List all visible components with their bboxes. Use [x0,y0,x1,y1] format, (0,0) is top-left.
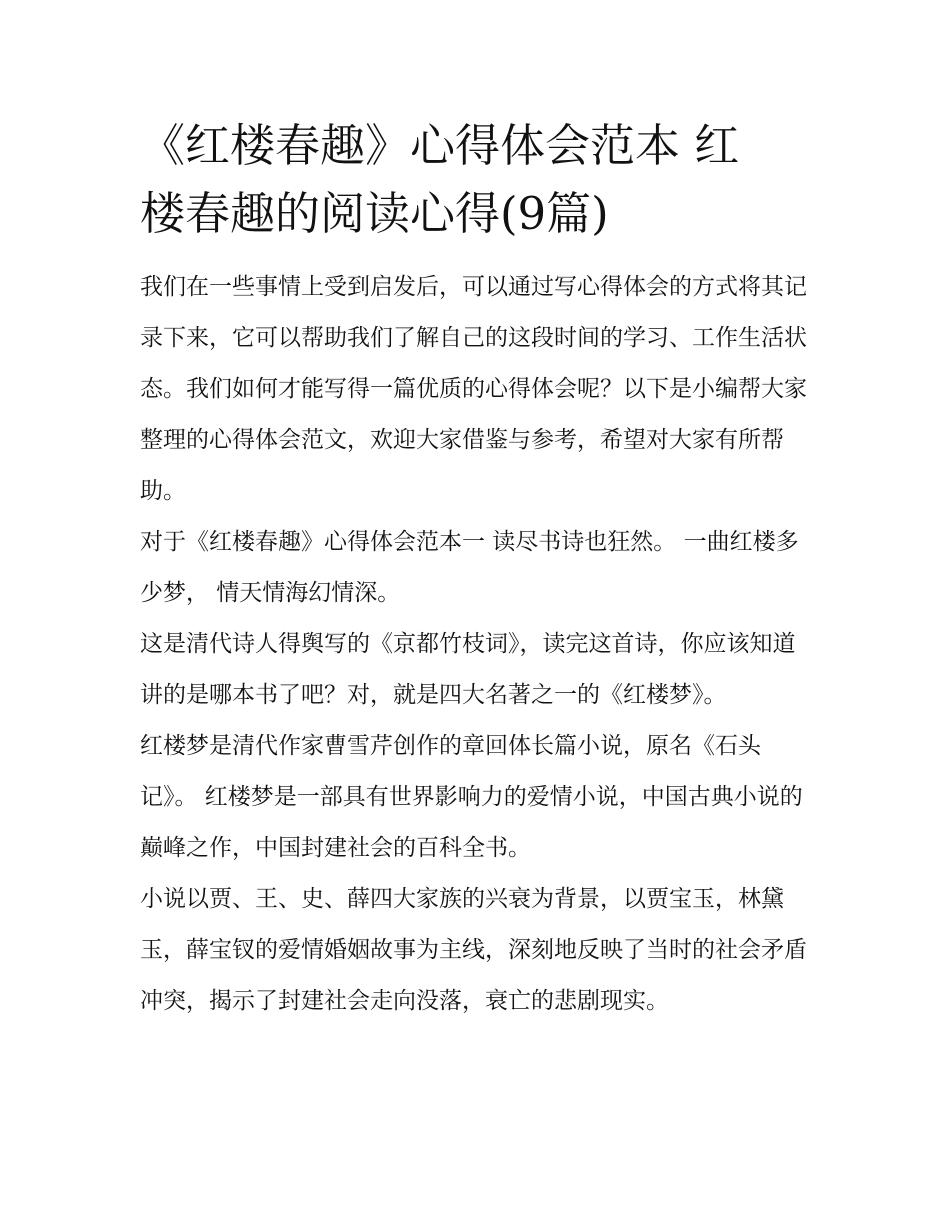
title-line-1: 《红楼春趣》心得体会范本 红 [140,119,740,172]
paragraph-poem-source: 这是清代诗人得舆写的《京都竹枝词》，读完这首诗，你应该知道讲的是哪本书了吧？对，就是四大名著之一的《红楼梦》。 [140,631,796,708]
document-title [140,112,812,248]
paragraph-intro: 我们在一些事情上受到启发后，可以通过写心得体会的方式将其记录下来，它可以帮助我们了解自己的这段时间的学习、工作生活状态。我们如何才能写得一篇优质的心得体会呢？以下是小编帮大家整理的心得体会范文，欢迎大家借鉴与参考，希望对大家有所帮助。 [140,274,807,504]
paragraph-poem: 对于《红楼春趣》心得体会范本一 读尽书诗也狂然。 一曲红楼多少梦， 情天情海幻情深。 [140,529,799,606]
title-line-2: 楼春趣的阅读心得(9篇) [140,187,609,240]
paragraph-novel-theme: 小说以贾、王、史、薛四大家族的兴衰为背景，以贾宝玉，林黛玉，薛宝钗的爱情婚姻故事为主线，深刻地反映了当时的社会矛盾冲突，揭示了封建社会走向没落，衰亡的悲剧现实。 [140,886,807,1014]
paragraph-novel-intro: 红楼梦是清代作家曹雪芹创作的章回体长篇小说，原名《石头记》。 红楼梦是一部具有世界影响力的爱情小说，中国古典小说的巅峰之作，中国封建社会的百科全书。 [140,733,803,861]
document-content [140,112,812,1027]
